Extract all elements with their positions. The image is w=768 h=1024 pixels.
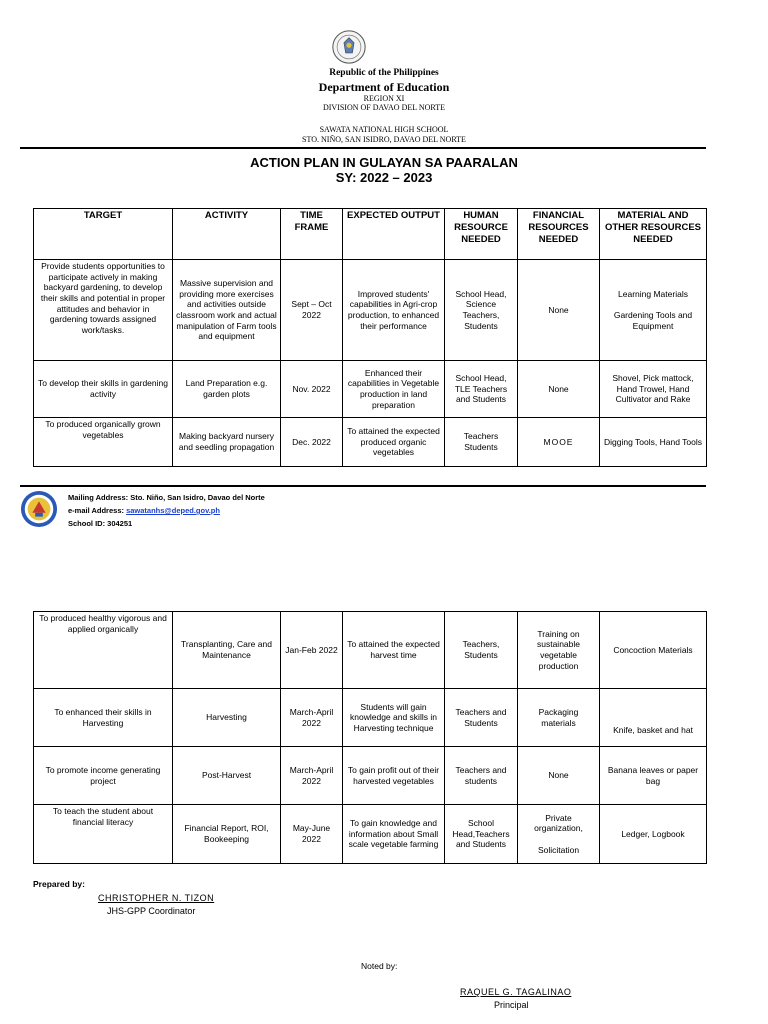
col-header-expected-output: EXPECTED OUTPUT	[343, 209, 445, 260]
cell-human-resource: School Head, Science Teachers, Students	[445, 260, 518, 361]
cell-expected-output: Improved students' capabilities in Agri-crop production, to enhanced their performance	[343, 260, 445, 361]
cell-expected-output: Students will gain knowledge and skills in Harvesting technique	[343, 689, 445, 747]
cell-human-resource: School Head,Teachers and Students	[445, 805, 518, 864]
cell-human-resource: Teachers and students	[445, 747, 518, 805]
email-line	[68, 506, 220, 515]
cell-material: Knife, basket and hat	[600, 689, 707, 747]
deped-seal-icon	[332, 30, 366, 64]
cell-target: To develop their skills in gardening activity	[34, 361, 173, 418]
cell-financial: Packaging materials	[518, 689, 600, 747]
cell-target: To produced healthy vigorous and applied organically	[34, 612, 173, 689]
cell-expected-output: To gain profit out of their harvested vegetables	[343, 747, 445, 805]
school-id: School ID: 304251	[68, 519, 133, 528]
cell-expected-output: To attained the expected harvest time	[343, 612, 445, 689]
cell-material: Digging Tools, Hand Tools	[600, 418, 707, 467]
table-row	[34, 361, 707, 418]
republic-heading: Republic of the Philippines	[329, 68, 439, 78]
cell-target: Provide students opportunities to participate actively in making backyard gardening, to develop their skills and potential in proper attitudes and behavior in gardening towards assigned work/tasks.	[34, 260, 173, 361]
prepared-by-name: CHRISTOPHER N. TIZON	[98, 893, 215, 903]
cell-target: To promote income generating project	[34, 747, 173, 805]
cell-human-resource: Teachers, Students	[445, 612, 518, 689]
region-heading: REGION XI	[363, 94, 405, 103]
cell-time-frame: Sept – Oct 2022	[281, 260, 343, 361]
school-address: STO. NIÑO, SAN ISIDRO, DAVAO DEL NORTE	[302, 135, 466, 144]
cell-target: To produced organically grown vegetables	[34, 418, 173, 467]
table-header-row	[34, 209, 707, 260]
table-row	[34, 805, 707, 864]
col-header-target: TARGET	[34, 209, 173, 260]
table-row	[34, 747, 707, 805]
action-plan-table-page2	[33, 611, 707, 864]
header-divider	[20, 147, 706, 149]
cell-material: Learning Materials Gardening Tools and Equipment	[600, 260, 707, 361]
cell-human-resource: School Head, TLE Teachers and Students	[445, 361, 518, 418]
document-title: ACTION PLAN IN GULAYAN SA PAARALAN	[250, 155, 518, 170]
cell-time-frame: Dec. 2022	[281, 418, 343, 467]
cell-financial: MOOE	[518, 418, 600, 467]
cell-target: To enhanced their skills in Harvesting	[34, 689, 173, 747]
mailing-address: Mailing Address: Sto. Niño, San Isidro, Davao del Norte	[68, 493, 265, 502]
cell-financial: None	[518, 260, 600, 361]
cell-target: To teach the student about financial literacy	[34, 805, 173, 864]
cell-material: Shovel, Pick mattock, Hand Trowel, Hand Cultivator and Rake	[600, 361, 707, 418]
email-label: e-mail Address:	[68, 506, 127, 515]
col-header-financial-resources: FINANCIAL RESOURCES NEEDED	[518, 209, 600, 260]
prepared-by-title: JHS-GPP Coordinator	[107, 906, 196, 916]
cell-time-frame: March-April 2022	[281, 689, 343, 747]
cell-human-resource: Teachers and Students	[445, 689, 518, 747]
cell-material: Concoction Materials	[600, 612, 707, 689]
footer-divider	[20, 485, 706, 487]
cell-activity: Post-Harvest	[173, 747, 281, 805]
action-plan-table-page1	[33, 208, 707, 467]
cell-time-frame: May-June 2022	[281, 805, 343, 864]
cell-financial: Private organization, Solicitation	[518, 805, 600, 864]
cell-material: Ledger, Logbook	[600, 805, 707, 864]
cell-expected-output: To gain knowledge and information about Small scale vegetable farming	[343, 805, 445, 864]
noted-by-label: Noted by:	[361, 961, 398, 971]
cell-activity: Making backyard nursery and seedling propagation	[173, 418, 281, 467]
table-row	[34, 260, 707, 361]
cell-time-frame: Nov. 2022	[281, 361, 343, 418]
email-link[interactable]: sawatanhs@deped.gov.ph	[126, 506, 220, 515]
col-header-time-frame: TIME FRAME	[281, 209, 343, 260]
cell-financial: None	[518, 747, 600, 805]
cell-time-frame: March-April 2022	[281, 747, 343, 805]
col-header-material-resources: MATERIAL AND OTHER RESOURCES NEEDED	[600, 209, 707, 260]
noted-by-name: RAQUEL G. TAGALINAO	[460, 987, 572, 997]
cell-expected-output: To attained the expected produced organic vegetables	[343, 418, 445, 467]
cell-activity: Massive supervision and providing more exercises and activities outside classroom work and actual manipulation of Farm tools and equipment	[173, 260, 281, 361]
cell-activity: Transplanting, Care and Maintenance	[173, 612, 281, 689]
table-row	[34, 418, 707, 467]
school-year: SY: 2022 – 2023	[335, 170, 433, 185]
col-header-human-resource: HUMAN RESOURCE NEEDED	[445, 209, 518, 260]
cell-human-resource: Teachers Students	[445, 418, 518, 467]
noted-by-title: Principal	[494, 1000, 529, 1010]
cell-activity: Harvesting	[173, 689, 281, 747]
department-heading: Department of Education	[318, 80, 450, 94]
table-row	[34, 689, 707, 747]
prepared-by-label: Prepared by:	[33, 879, 85, 889]
division-heading: DIVISION OF DAVAO DEL NORTE	[322, 103, 446, 112]
cell-material: Banana leaves or paper bag	[600, 747, 707, 805]
cell-activity: Land Preparation e.g. garden plots	[173, 361, 281, 418]
col-header-activity: ACTIVITY	[173, 209, 281, 260]
cell-time-frame: Jan-Feb 2022	[281, 612, 343, 689]
table-row	[34, 612, 707, 689]
cell-financial: None	[518, 361, 600, 418]
cell-activity: Financial Report, ROI, Bookeeping	[173, 805, 281, 864]
cell-expected-output: Enhanced their capabilities in Vegetable production in land preparation	[343, 361, 445, 418]
school-heading: SAWATA NATIONAL HIGH SCHOOL	[319, 125, 449, 134]
school-logo-icon	[20, 490, 58, 528]
cell-financial: Training on sustainable vegetable production	[518, 612, 600, 689]
